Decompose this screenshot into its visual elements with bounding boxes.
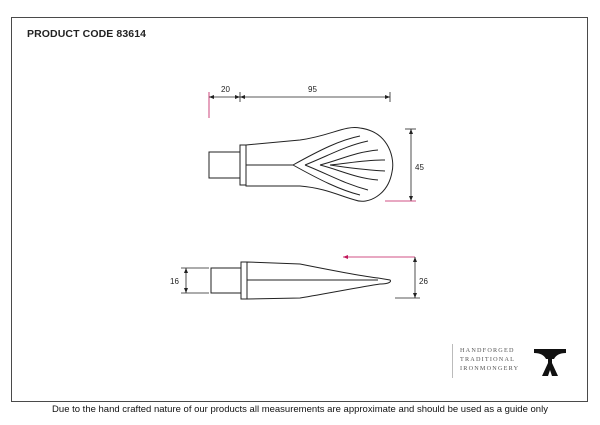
dim-label-shank: 20 — [221, 85, 230, 94]
brand-line-3: IRONMONGERY — [460, 365, 520, 372]
arrow-head — [409, 129, 413, 134]
side-view — [211, 262, 391, 299]
arrow-head — [343, 255, 348, 259]
dim-label-shank-height: 16 — [170, 277, 179, 286]
arrow-head — [240, 95, 245, 99]
arrow-head — [409, 196, 413, 201]
brand-block — [452, 340, 577, 382]
side-collar — [241, 262, 247, 299]
brand-line-2: TRADITIONAL — [460, 356, 516, 363]
product-code: PRODUCT CODE 83614 — [27, 28, 147, 40]
footer-disclaimer: Due to the hand crafted nature of our products all measurements are approximate and should be used as a guide only — [52, 404, 548, 415]
dim-label-head: 95 — [308, 85, 317, 94]
brand-line-1: HANDFORGED — [460, 347, 515, 354]
top-view — [209, 127, 393, 201]
arrow-head — [184, 268, 188, 273]
top-shank — [209, 152, 240, 178]
arrow-head — [184, 288, 188, 293]
anvil-icon — [530, 340, 570, 380]
top-collar — [240, 145, 246, 185]
arrow-head — [209, 95, 214, 99]
arrow-head — [413, 257, 417, 262]
arrow-head — [235, 95, 240, 99]
arrow-head — [385, 95, 390, 99]
brand-words — [460, 346, 519, 373]
side-shank — [211, 268, 241, 293]
dim-label-side-height: 26 — [419, 277, 428, 286]
brand-divider — [452, 344, 453, 378]
dim-label-head-height: 45 — [415, 163, 424, 172]
top-head-outline — [246, 127, 393, 201]
arrow-head — [413, 293, 417, 298]
